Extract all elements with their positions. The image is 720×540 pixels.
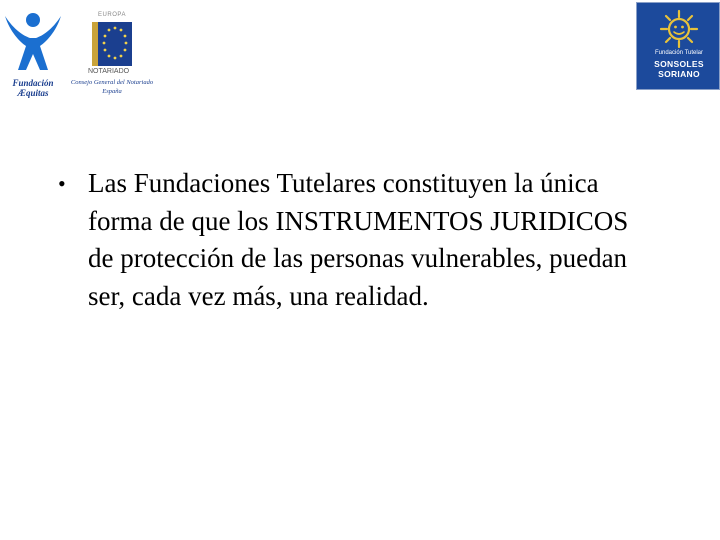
notariado-caption-line1: Consejo General del Notariado	[70, 79, 154, 86]
fundacion-aequitas-logo	[2, 10, 64, 100]
notariado-caption-line2: España	[102, 88, 122, 95]
bullet-item	[58, 165, 658, 315]
bullet-list	[58, 165, 658, 315]
bullet-text: Las Fundaciones Tutelares constituyen la única forma de que los INSTRUMENTOS JURIDICOS de protección de las personas vulnerables, puedan ser, cada vez más, una realidad.	[88, 168, 629, 311]
notariado-label: NOTARIADO	[88, 68, 130, 75]
sonsoles-line1: Fundación Tutelar	[654, 50, 704, 56]
europa-label: EUROPA	[98, 12, 126, 18]
sonsoles-line3: SORIANO	[658, 69, 700, 79]
bullet-marker: •	[58, 171, 66, 196]
aequitas-line2: Æquitas	[17, 88, 49, 98]
aequitas-line1: Fundación	[12, 78, 54, 88]
fundacion-sonsoles-soriano-logo	[636, 2, 720, 90]
sonsoles-line2: SONSOLES	[654, 59, 704, 69]
eu-flag-icon	[88, 20, 136, 68]
sun-icon	[659, 9, 699, 49]
figure-icon	[2, 10, 64, 76]
consejo-notariado-logo	[64, 12, 160, 100]
